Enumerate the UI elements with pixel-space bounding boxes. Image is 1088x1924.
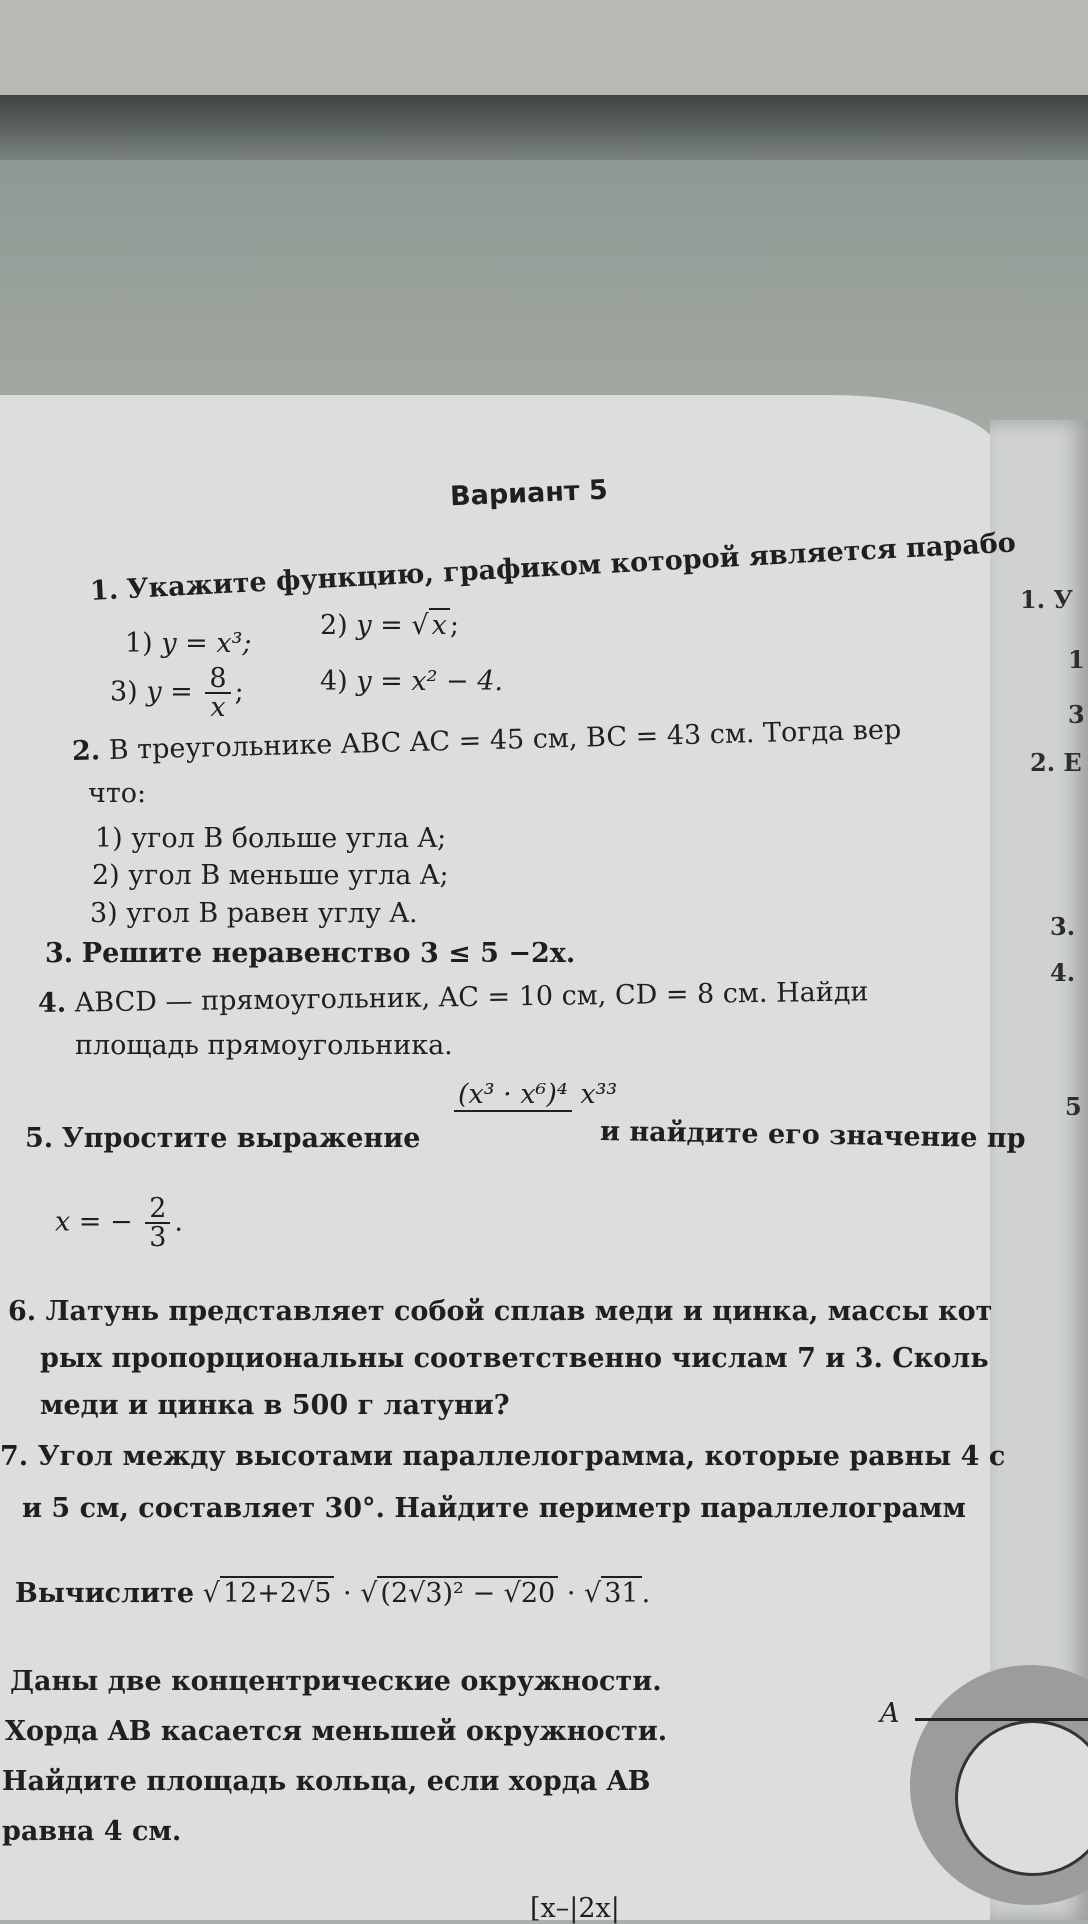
- q1-opt2-post: ;: [449, 610, 459, 641]
- q5-number: 5.: [25, 1123, 54, 1154]
- label-a: A: [880, 1698, 900, 1729]
- q1-opt3-post: ;: [234, 676, 244, 708]
- q4-number: 4.: [37, 987, 67, 1019]
- chord-ab: [915, 1718, 1088, 1721]
- q1-text: Укажите функцию, графиком которой является парабо: [125, 527, 1017, 606]
- q2-opt3: 3) угол B равен углу A.: [90, 898, 418, 929]
- q5-expression: [454, 1081, 617, 1108]
- q1-opt3-pre: y =: [146, 676, 193, 708]
- q1-number: 1.: [89, 574, 119, 607]
- question-8: Вычислите √ 12+2√5 · √ (2√3)² − √20 · √ 31 .: [15, 1578, 651, 1609]
- page2-item-4: 4.: [1050, 958, 1076, 987]
- q2-number: 2.: [71, 735, 101, 767]
- q1-opt3-numerator: 8: [205, 665, 230, 694]
- page-content: Вариант 5 1. Укажите функцию, графиком которой является парабо 1) y = x³; 2) y = √ x ; 3) y = $\frac{8}{x}$ ; 4) y = x² − 4. 2. В треугольнике ABC AC = 45 см, BC = 43 см. Тогда вер что: 1) угол B больше угла A; 2) угол B меньше угла A; 3) угол B равен углу A. 3. Решите неравенство 3 ≤ 5 −2x. 4. ABCD — прямоугольник, AC = 10 см, CD = 8 см. Найди площадь прямоугольника. 5. Упростите выражение (x³ · x⁶)⁴ x³³ и найдите его значение пр x = − $\frac{2}{3}$ . 6. Латунь представляет собой сплав меди и цинка, массы кот рых пропорциональны соответственно числам 7 и 3. Сколь меди и цинка в 500 г латуни? 7. Угол между высотами параллелограмма, которые равны 4 с и 5 см, составляет 30°. Найдите периметр параллелограмм Вычислите √ 12+2√5 · √ (2√3)² − √20 · √ 31 . Даны две концентрические окружности. Хорда AB касается меньшей окружности. Найдите площадь кольца, если хорда AB равна 4 см. A [x–|2x| 1. У 1 3 2. Е 3. 4. 5: [0, 0, 1088, 1920]
- q6-number: 6.: [8, 1296, 37, 1327]
- page2-item-1b: 1: [1068, 645, 1085, 674]
- q1-opt2-label: 2): [320, 610, 348, 641]
- page2-item-1: 1. У: [1020, 585, 1073, 614]
- q9-line3: Найдите площадь кольца, если хорда AB: [2, 1766, 651, 1797]
- q4-text2: площадь прямоугольника.: [75, 1030, 453, 1061]
- variant-title: Вариант 5: [449, 474, 609, 513]
- q3-text: Решите неравенство 3 ≤ 5 −2x.: [81, 938, 576, 969]
- q1-opt2-pre: y =: [356, 610, 412, 641]
- q5-text-after: и найдите его значение пр: [599, 1116, 1026, 1155]
- q7-line1: Угол между высотами параллелограмма, которые равны 4 с: [37, 1441, 1006, 1472]
- q8-root1: 12+2√5: [220, 1576, 335, 1609]
- q8-text: Вычислите: [15, 1578, 195, 1609]
- q1-opt2-radicand: x: [429, 608, 450, 641]
- q9-line2: Хорда AB касается меньшей окружности.: [5, 1716, 668, 1747]
- q5-x-fraction: [145, 1195, 170, 1251]
- q4-text: ABCD — прямоугольник, AC = 10 см, CD = 8 см. Найди: [74, 976, 869, 1019]
- q1-opt4: y = x² − 4.: [356, 666, 503, 697]
- q1-opt3-fraction: [205, 665, 230, 721]
- bottom-fragment: [x–|2x|: [530, 1893, 620, 1924]
- q8-end: .: [641, 1578, 651, 1609]
- q5-text: Упростите выражение: [61, 1123, 421, 1154]
- q2-text: В треугольнике ABC AC = 45 см, BC = 43 см. Тогда вер: [108, 714, 902, 767]
- q8-root3: 31: [601, 1576, 641, 1609]
- page2-item-2: 2. Е: [1030, 748, 1082, 777]
- q1-opt1: y = x³;: [161, 628, 252, 659]
- q1-opt1-label: 1): [125, 628, 153, 659]
- q2-opt2: 2) угол B меньше угла A;: [92, 860, 449, 891]
- q6-line3: меди и цинка в 500 г латуни?: [40, 1390, 510, 1421]
- q1-opt4-label: 4): [320, 666, 348, 697]
- q5-numerator: (x³ · x⁶)⁴: [454, 1079, 572, 1112]
- q7-line2: и 5 см, составляет 30°. Найдите периметр параллелограмм: [22, 1493, 966, 1524]
- q5-x-numerator: 2: [145, 1195, 170, 1224]
- q5-x-pre: x = −: [55, 1206, 133, 1238]
- q5-denominator: x³³: [580, 1079, 618, 1110]
- q8-root2: (2√3)² − √20: [377, 1576, 558, 1609]
- q1-opt3-denominator: x: [210, 692, 226, 723]
- q5-x-denominator: 3: [149, 1222, 167, 1253]
- page2-item-3: 3.: [1050, 912, 1076, 941]
- q9-line1: Даны две концентрические окружности.: [10, 1666, 662, 1697]
- q2-opt1: 1) угол B больше угла A;: [95, 823, 447, 854]
- q6-line1: Латунь представляет собой сплав меди и цинка, массы кот: [45, 1296, 993, 1327]
- q9-line4: равна 4 см.: [2, 1816, 182, 1847]
- q6-line2: рых пропорциональны соответственно числам 7 и 3. Сколь: [40, 1343, 989, 1374]
- question-3: [45, 940, 575, 967]
- q3-number: 3.: [45, 938, 74, 969]
- q5-x-post: .: [174, 1206, 184, 1238]
- q2-text2: что:: [88, 778, 147, 809]
- page2-item-5: 5: [1065, 1092, 1082, 1121]
- q8-dot1: ·: [343, 1578, 352, 1609]
- q7-number: 7.: [0, 1441, 29, 1472]
- q1-opt3-label: 3): [110, 676, 138, 708]
- page2-item-1c: 3: [1068, 700, 1085, 729]
- q8-dot2: ·: [566, 1578, 576, 1609]
